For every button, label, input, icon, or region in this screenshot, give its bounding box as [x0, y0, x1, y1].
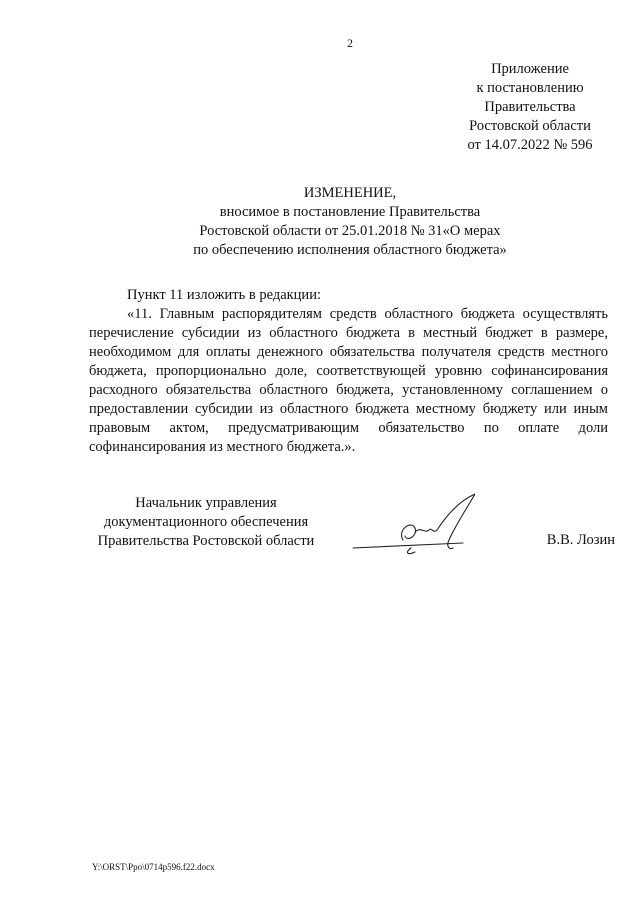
appendix-line: Ростовской области [469, 118, 591, 134]
title-heading: ИЗМЕНЕНИЕ, [303, 185, 397, 201]
handwritten-signature-icon [345, 490, 475, 570]
point-instruction: Пункт 11 изложить в редакции: [127, 287, 321, 303]
appendix-line: Правительства [484, 99, 576, 115]
document-title [100, 184, 600, 260]
signatory-position [86, 494, 326, 551]
position-line: Правительства Ростовской области [97, 533, 315, 549]
signatory-name: В.В. Лозин [546, 532, 615, 548]
amendment-paragraph: «11. Главным распорядителям средств областного бюджета осуществлять перечисление субсидии из областного бюджета в местный бюджет в размере, необходимом для оплаты денежного обязательства получателя средств местного бюджета, пропорционально доле, соответствующей уровню софинансирования расходного обязательства областного бюджета, установленному соглашением о предоставлении субсидии из областного бюджета местному бюджету или иным правовым актом, предусматривающим обязательство по оплате доли софинансирования из местного бюджета.». [89, 306, 608, 455]
appendix-header [440, 60, 620, 155]
appendix-line: от 14.07.2022 № 596 [467, 137, 593, 153]
page-number: 2 [347, 36, 353, 50]
document-body [89, 286, 608, 457]
title-line: вносимое в постановление Правительства [219, 204, 481, 220]
appendix-line: к постановлению [476, 80, 584, 96]
appendix-line: Приложение [491, 61, 569, 77]
title-line: Ростовской области от 25.01.2018 № 31«О мерах [199, 223, 501, 239]
position-line: документационного обеспечения [103, 514, 309, 530]
title-line: по обеспечению исполнения областного бюджета» [193, 242, 507, 258]
file-path-footer: Y:\ORST\Ppo\0714p596.f22.docx [92, 862, 215, 872]
position-line: Начальник управления [135, 495, 277, 511]
